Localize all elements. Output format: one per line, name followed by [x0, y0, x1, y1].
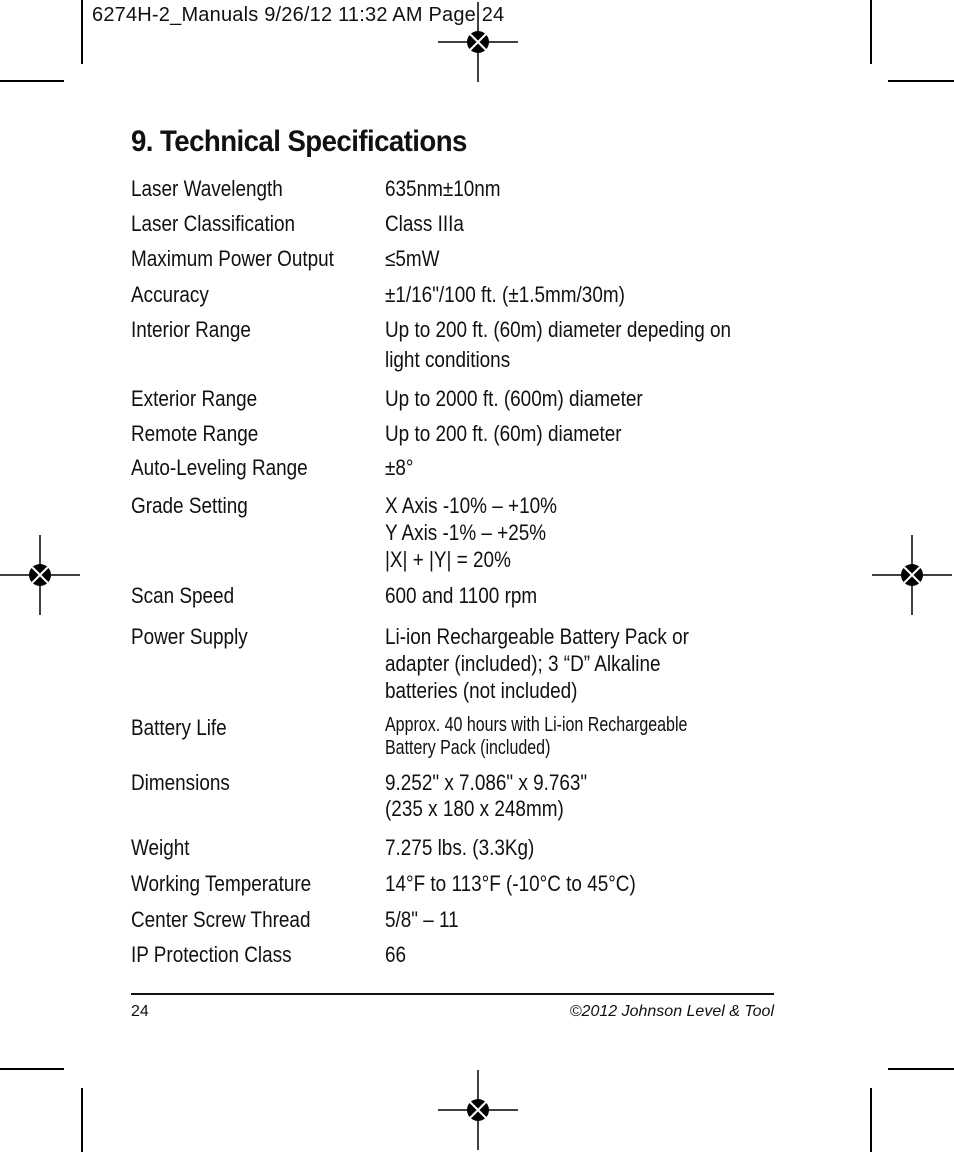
spec-value: adapter (included); 3 “D” Alkaline — [385, 651, 661, 676]
spec-value: ≤5mW — [385, 246, 440, 271]
crop-mark-bottom-left-vertical — [81, 1088, 83, 1152]
spec-value: 14°F to 113°F (-10°C to 45°C) — [385, 871, 636, 896]
spec-label: Working Temperature — [131, 871, 312, 896]
spec-label: Exterior Range — [131, 386, 258, 411]
spec-label: Battery Life — [131, 715, 227, 740]
spec-label: Laser Wavelength — [131, 176, 283, 201]
crop-mark-top-left-horizontal — [0, 80, 64, 82]
spec-value: ±8° — [385, 455, 414, 480]
crop-mark-bottom-right-vertical — [870, 1088, 872, 1152]
registration-mark-top-icon — [438, 2, 518, 82]
spec-value: Approx. 40 hours with Li-ion Rechargeable — [385, 714, 688, 736]
spec-value: 9.252" x 7.086" x 9.763" — [385, 770, 588, 795]
spec-value: 7.275 lbs. (3.3Kg) — [385, 835, 535, 860]
printer-slug: 6274H-2_Manuals 9/26/12 11:32 AM Page 24 — [92, 4, 505, 26]
spec-value: light conditions — [385, 347, 511, 372]
spec-value: Y Axis -1% – +25% — [385, 520, 547, 545]
spec-value: 5/8" – 11 — [385, 907, 459, 932]
spec-label: Laser Classification — [131, 211, 296, 236]
crop-mark-bottom-left-horizontal — [0, 1068, 64, 1070]
spec-value: batteries (not included) — [385, 678, 578, 703]
registration-mark-right-icon — [872, 535, 952, 615]
crop-mark-top-left-vertical — [81, 0, 83, 64]
page-title: 9. Technical Specifications — [131, 125, 467, 158]
spec-value: 66 — [385, 942, 407, 967]
crop-mark-top-right-vertical — [870, 0, 872, 64]
spec-label: Remote Range — [131, 421, 259, 446]
spec-label: Power Supply — [131, 624, 248, 649]
spec-value: Li-ion Rechargeable Battery Pack or — [385, 624, 689, 649]
spec-label: Grade Setting — [131, 493, 248, 518]
spec-label: Auto-Leveling Range — [131, 455, 308, 480]
spec-value: Battery Pack (included) — [385, 737, 551, 759]
spec-value: 635nm±10nm — [385, 176, 501, 201]
footer-rule — [131, 993, 774, 995]
spec-value: Up to 2000 ft. (600m) diameter — [385, 386, 643, 411]
crop-mark-top-right-horizontal — [888, 80, 954, 82]
spec-label: IP Protection Class — [131, 942, 292, 967]
crop-mark-bottom-right-horizontal — [888, 1068, 954, 1070]
spec-label: Maximum Power Output — [131, 246, 334, 271]
registration-mark-bottom-icon — [438, 1070, 518, 1150]
spec-value: X Axis -10% – +10% — [385, 493, 557, 518]
registration-mark-left-icon — [0, 535, 80, 615]
spec-value: (235 x 180 x 248mm) — [385, 796, 564, 821]
spec-value: ±1/16"/100 ft. (±1.5mm/30m) — [385, 282, 625, 307]
spec-value: Class IIIa — [385, 211, 464, 236]
spec-label: Weight — [131, 835, 190, 860]
page-number: 24 — [131, 1003, 149, 1020]
spec-value: Up to 200 ft. (60m) diameter depeding on — [385, 317, 732, 342]
spec-label: Center Screw Thread — [131, 907, 311, 932]
spec-value: Up to 200 ft. (60m) diameter — [385, 421, 622, 446]
spec-label: Dimensions — [131, 770, 230, 795]
spec-label: Accuracy — [131, 282, 209, 307]
spec-value: |X| + |Y| = 20% — [385, 547, 511, 572]
spec-label: Scan Speed — [131, 583, 235, 608]
spec-label: Interior Range — [131, 317, 251, 342]
spec-value: 600 and 1100 rpm — [385, 583, 538, 608]
copyright-notice: ©2012 Johnson Level & Tool — [569, 1003, 774, 1020]
